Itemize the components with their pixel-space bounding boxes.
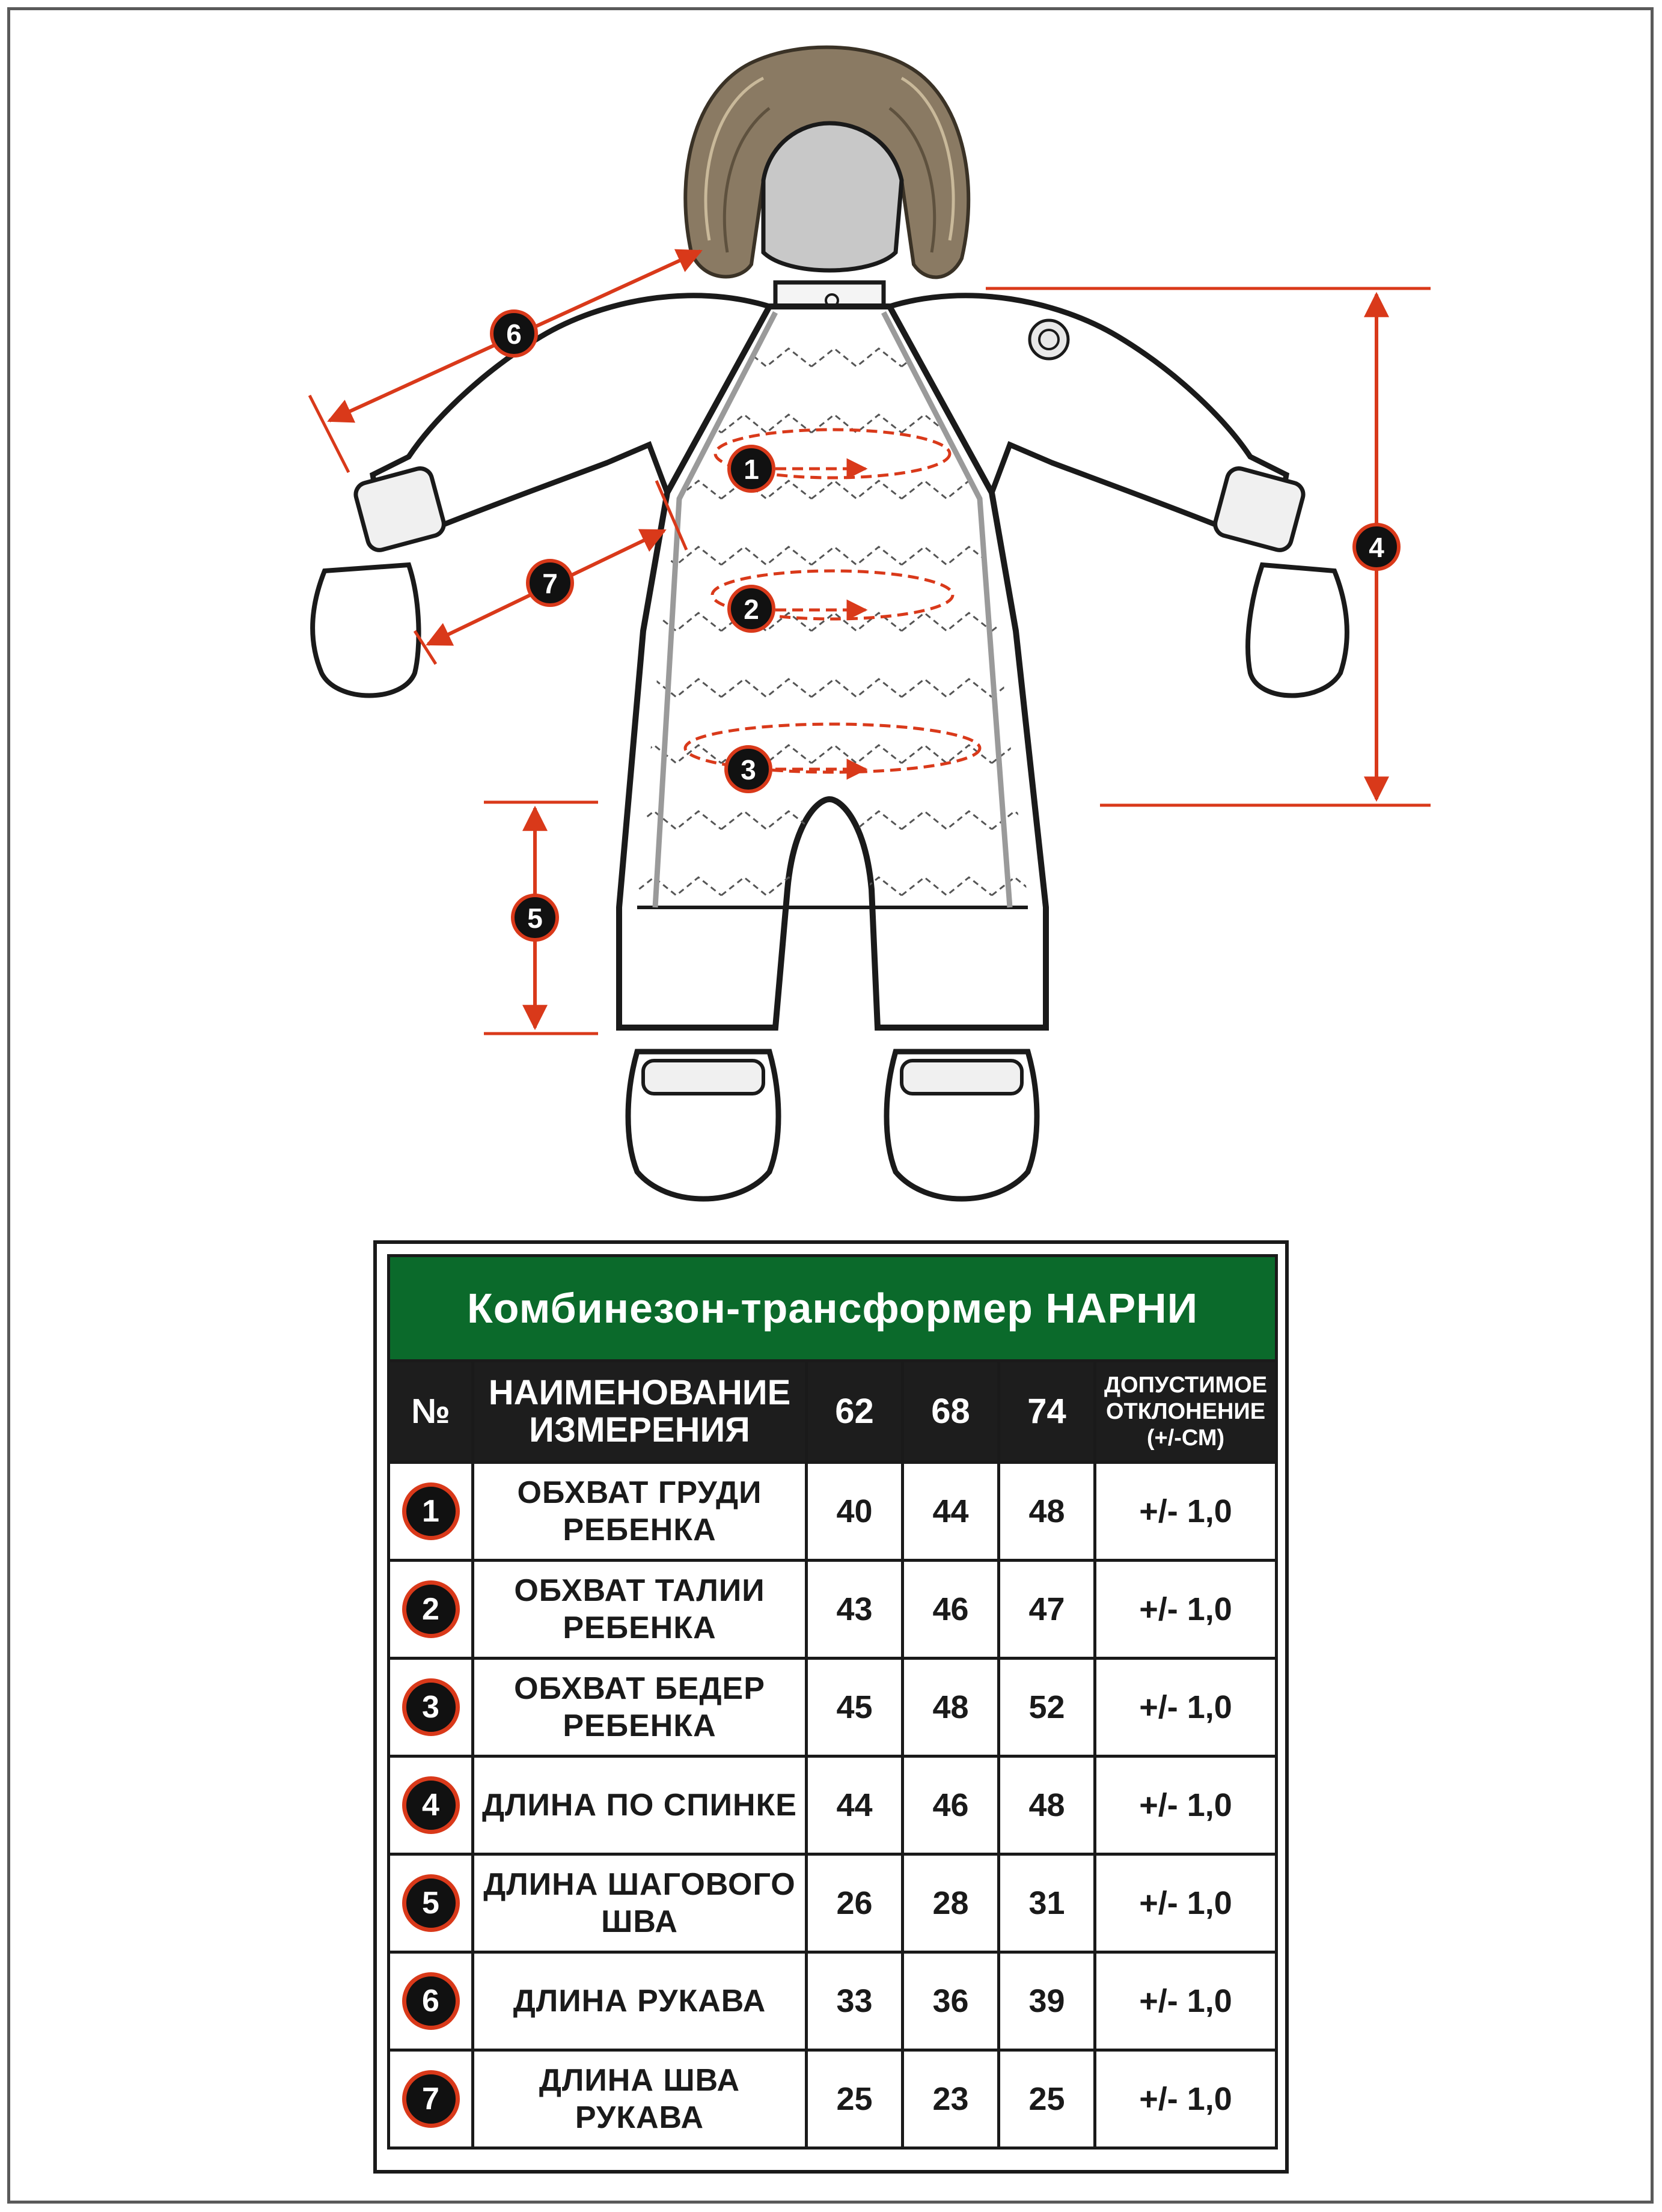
row-tolerance: +/- 1,0 <box>1095 2050 1277 2148</box>
row-measurement-name: ДЛИНА ШВА РУКАВА <box>473 2050 807 2148</box>
row-value-74: 48 <box>999 1463 1095 1561</box>
row-value-68: 46 <box>903 1756 999 1854</box>
svg-text:1: 1 <box>744 454 759 485</box>
row-num-badge: 7 <box>402 2070 460 2128</box>
svg-text:2: 2 <box>744 594 759 625</box>
row-value-62: 26 <box>807 1854 903 1952</box>
marker-4 <box>1354 525 1399 569</box>
logo-badge-icon <box>1030 320 1068 359</box>
size-table <box>387 1254 1278 2150</box>
row-tolerance: +/- 1,0 <box>1095 1854 1277 1952</box>
row-num-cell <box>389 1561 473 1659</box>
left-cuff <box>353 466 446 553</box>
row-value-74: 52 <box>999 1659 1095 1756</box>
marker-7 <box>528 561 572 605</box>
row-num-badge: 6 <box>402 1972 460 2030</box>
svg-text:4: 4 <box>1369 532 1384 563</box>
row-value-68: 48 <box>903 1659 999 1756</box>
row-measurement-name: ДЛИНА РУКАВА <box>473 1952 807 2050</box>
row-tolerance: +/- 1,0 <box>1095 1463 1277 1561</box>
row-num-badge: 1 <box>402 1482 460 1540</box>
row-value-62: 43 <box>807 1561 903 1659</box>
row-value-68: 28 <box>903 1854 999 1952</box>
svg-text:3: 3 <box>741 754 756 785</box>
row-num-cell <box>389 2050 473 2148</box>
header-num: № <box>389 1361 473 1463</box>
row-measurement-name: ДЛИНА ПО СПИНКЕ <box>473 1756 807 1854</box>
marker-6 <box>492 311 536 356</box>
left-mitten <box>313 565 418 696</box>
right-mitten <box>1248 565 1347 696</box>
row-value-68: 36 <box>903 1952 999 2050</box>
header-size-74: 74 <box>999 1361 1095 1463</box>
row-num-cell <box>389 1854 473 1952</box>
table-row <box>389 1463 1277 1561</box>
svg-text:6: 6 <box>506 318 522 350</box>
row-value-74: 47 <box>999 1561 1095 1659</box>
row-value-68: 44 <box>903 1463 999 1561</box>
row-tolerance: +/- 1,0 <box>1095 1952 1277 2050</box>
row-num-badge: 3 <box>402 1678 460 1736</box>
row-value-68: 23 <box>903 2050 999 2148</box>
marker-1 <box>729 446 774 491</box>
row-tolerance: +/- 1,0 <box>1095 1756 1277 1854</box>
right-cuff <box>1212 466 1306 553</box>
row-num-cell <box>389 1952 473 2050</box>
table-row <box>389 1854 1277 1952</box>
table-header-row <box>389 1361 1277 1463</box>
marker-2 <box>729 587 774 631</box>
row-tolerance: +/- 1,0 <box>1095 1659 1277 1756</box>
table-row <box>389 1659 1277 1756</box>
svg-text:5: 5 <box>527 903 543 934</box>
table-row <box>389 1561 1277 1659</box>
header-name: НАИМЕНОВАНИЕ ИЗМЕРЕНИЯ <box>473 1361 807 1463</box>
row-value-62: 44 <box>807 1756 903 1854</box>
row-measurement-name: ОБХВАТ ТАЛИИ РЕБЕНКА <box>473 1561 807 1659</box>
row-num-cell <box>389 1463 473 1561</box>
marker-3 <box>726 747 771 791</box>
row-num-badge: 4 <box>402 1776 460 1834</box>
row-value-62: 40 <box>807 1463 903 1561</box>
row-num-cell <box>389 1756 473 1854</box>
row-num-badge: 2 <box>402 1580 460 1638</box>
row-value-62: 45 <box>807 1659 903 1756</box>
table-title: Комбинезон-трансформер НАРНИ <box>389 1256 1277 1361</box>
header-tolerance: ДОПУСТИМОЕ ОТКЛОНЕНИЕ (+/-СМ) <box>1095 1361 1277 1463</box>
header-size-68: 68 <box>903 1361 999 1463</box>
row-value-62: 25 <box>807 2050 903 2148</box>
svg-text:7: 7 <box>542 568 558 599</box>
table-row <box>389 1952 1277 2050</box>
table-row <box>389 1756 1277 1854</box>
row-value-74: 48 <box>999 1756 1095 1854</box>
row-value-68: 46 <box>903 1561 999 1659</box>
row-value-62: 33 <box>807 1952 903 2050</box>
hood-opening <box>763 123 902 270</box>
row-value-74: 25 <box>999 2050 1095 2148</box>
marker-5 <box>513 895 557 940</box>
row-measurement-name: ДЛИНА ШАГОВОГО ШВА <box>473 1854 807 1952</box>
row-tolerance: +/- 1,0 <box>1095 1561 1277 1659</box>
row-num-badge: 5 <box>402 1874 460 1932</box>
row-measurement-name: ОБХВАТ ГРУДИ РЕБЕНКА <box>473 1463 807 1561</box>
row-measurement-name: ОБХВАТ БЕДЕР РЕБЕНКА <box>473 1659 807 1756</box>
row-value-74: 39 <box>999 1952 1095 2050</box>
size-table-frame <box>373 1240 1289 2174</box>
row-value-74: 31 <box>999 1854 1095 1952</box>
table-row <box>389 2050 1277 2148</box>
header-size-62: 62 <box>807 1361 903 1463</box>
row-num-cell <box>389 1659 473 1756</box>
